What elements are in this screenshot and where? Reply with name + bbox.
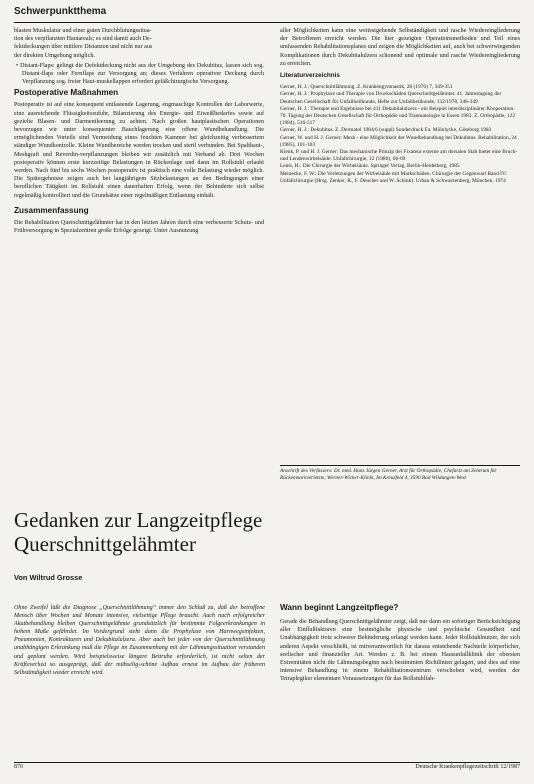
affiliation-rule [280, 465, 520, 466]
reference-list [280, 84, 520, 185]
reference-item: Gerner, H. J.: Dekubitus. Z. Dermatol 1984/6 (suppl) Sonderdruck Fa. Mölnlycke, Göteborg 1983 [280, 127, 492, 134]
left-column [14, 27, 264, 487]
reference-item: Klenk, P. und H. J. Gerner: Das mechanische Prinzip der Fixateur externe am dorsalen Stab bietet eine Bruch- und Lendenwirbelsäule. Unfallchirurgie, 12 (1986), 66-69 [280, 149, 518, 163]
article-title [14, 508, 520, 556]
title-line: Querschnittgelähmter [14, 532, 196, 556]
right-column [280, 27, 520, 487]
intro-line: fektdeckungen über mittlere Distanzen und nicht nur aus [14, 44, 153, 51]
intro-line: tion des verpflanzten Hautareals; es sind damit auch De- [14, 36, 152, 43]
section-header: Schwerpunktthema [14, 6, 107, 17]
article-subheading: Wann beginnt Langzeitpflege? [280, 603, 399, 612]
intro-line: blasten Muskulatur und einer guten Durchblutungssitua- [14, 28, 152, 34]
heading-references: Literaturverzeichnis [280, 72, 340, 80]
intro-line: der direkten Umgebung möglich. [14, 52, 95, 59]
bullet-icon: • [16, 62, 21, 69]
reference-item: Gerner, H. J.: Therapie und Ergebnisse bei 411 Dekubitalulzera - ein Beispiel interdisziplinärer Kooperation. 70. Tagung der Deutschen Gesellschaft für Orthopädie und Traumatologie in Essen 1983. Z. Orthopädie, 122 (1984), 516-517 [280, 105, 516, 127]
bullet-distant-flaps: • Distant-Flaps: gelingt die Defektdeckung nicht aus der Umgebung des Dekubitus, lassen sich sog. Distant-flaps oder Fernflaps zur Versorgung an; dieses Verfahren operativer Deckung durch Verpflanzung sog. freier Haut-muskellappen erfordert gefäßchirurgische Versorgung. [16, 62, 264, 86]
article-abstract: Ohne Zweifel läßt die Diagnose „Querschnittlähmung“ immer den Schluß zu, daß der betroffene Mensch über Wochen und Monate intensive, vielseitige Pflege braucht. Auch nach erfolgreicher Akutbehandlung bleiben Querschnittgelähmte grundsätzlich für bestimmte Folgeerkrankungen in hohem Maße gefährdet. Im Vordergrund steht dann die Prophylaxe von Harnwegsinfekten, Pneumonien, Kontrakturen und Dekubitalulzera. Aber auch bei jeder von der Querschnittlähmung unabhängigen Erkrankung muß die Pflege im Zusammenhang mit der Lähmungssituation verstanden und geplant werden. Wird beispielsweise längere Bettruhe erforderlich, ist nicht selten der Kräfteverlust so ausgeprägt, daß der mühselig-schöne Aufbau erneut im Aufbau der früheren Selbständigkeit wieder erreicht wird. [14, 605, 265, 676]
page-number: 870 [14, 764, 23, 770]
continuation-paragraph: aller Möglichkeiten kann eine weitestgehende Selbständigkeit und rasche Wiedereingliederung der Betroffenen erreicht werden. Die hier gezeigten Operationsmethoden und Teil eines umfassenden Rehabilitationsplanes und zeigen die Möglichkeiten auf, auch bei schwerwiegenden Komplikationen durch Dekubitalulzera schonend und optimale und rasche Wiedereingliederung zu erreichen. [280, 28, 520, 67]
reference-item: Gerner, H. J.: Querschnittlähmung. Z. Krankengymnastik, 28 (1976) 7, 349-351 [280, 84, 453, 91]
heading-summary: Zusammenfassung [14, 205, 89, 215]
page-footer [14, 762, 520, 774]
journal-reference: Deutsche Krankenpflegezeitschrift 12/1987 [415, 764, 520, 770]
intro-paragraph [14, 27, 264, 60]
reference-item: Meinecke, F. W.: Die Verletzungen der Wirbelsäule mit Markschäden. Chirurgie der Gegenwart Band IV: Unfallchirurgie (Hrsg. Zenker, R., F. Deucher und W. Schink). Urban & Schwarzenberg, München, 1974 [280, 170, 507, 184]
postop-paragraph: Postoperativ ist auf eine konsequent entlastende Lagerung, engmaschige Kontrollen der Laborwerte, eine ausreichende Flüssigkeitszufuhr, Bilanzierung des Energie- und Eiweißbedarfes sowie auf gezielte Blasen- und Darmentleerung zu achten. Nach großen hautplastischen Operationen bevorzugen wir unter konsequenter Bauchlagerung eine offene Wundbehandlung. Die ermöglichenden Vorteile sind Vermeidung eines feuchten Kammer bei gleichzeitig verbessertem ständiger Wundkontrolle. Kleine Wundbereiche werden trocken und steril verbunden. Bei Spalthaut-, Meshgraft und Reverdin-verpflanzungen bleiben wir zusätzlich mit Verband ab. Drei Wochen postoperativ können erste kurzzeitige Belastungen in Rückenlage und dann im Rollstuhl erlaubt werden. Nach fünf bis sechs Wochen postoperativ ist praktisch eine volle Belastung wieder möglich. Die Spätergebnisse zeigen auch bei langjährigem Sitzbelastungen an den Bedingungen einer beruflichen Tätigkeit im Rollstuhl einen dauerhaften Erfolg, wenn der Behinderte sich selbst regelmäßig kontrolliert und die Grundsätze einer regelmäßigen Entlastung einhält. [14, 102, 264, 199]
reference-item: Gerner, W. und H. J. Gerner: Mesh - eine Möglichkeit der Wundbehandlung bei Dekubitus. Rehabilitation, 24 (1985), 101-103 [280, 134, 517, 148]
heading-postop: Postoperative Maßnahmen [14, 88, 119, 98]
title-line: Gedanken zur Langzeitpflege [14, 508, 263, 532]
summary-paragraph: Die Rehabilitation Querschnittgelähmter hat in den letzten Jahren durch eine verbesserte Schutz- und Frühversorgung in Spezialzentren große Erfolge gezeigt. Unter Ausnutzung [14, 219, 264, 235]
author-affiliation: Anschrift des Verfassers: Dr. med. Hans Jürgen Gerner, Arzt für Orthopädie, Chefarzt am Zentrum für Rückenmarkverletzte, Werner-Wicker-Klinik, Im Kreuzfeld 4, 3590 Bad Wildungen-West [280, 468, 497, 481]
reference-item: Gerner, H. J.: Prophylaxe und Therapie von Druckschäden Querschnittgelähmter. 41. Jahrestagung der Deutschen Gesellschaft für Unfallheilkunde, Hefte zur Unfallheilkunde, 132/1978, 346-349 [280, 91, 502, 105]
article-body: Gerade die Behandlung Querschnittgelähmter zeigt, daß nur dann ein sofortiger Berücksichtigung aller Einflußfaktoren eine bestmögliche physische und psychische Gesundheit und Unabhängigkeit trotz schwerer Behinderung erlangt werden kann. Jeder Rollstuhlnutzer, der sich anderen Aspekt verschließt, ist mitverantwortlich für daraus entstehende Nachteile körperlicher, seelischer und finanzieller Art. Werden z. B. bei einem Hausunfallklinik der obersten Extremitäten nicht die Lähmungsbeginn nach bestimmten Richtlinien gelagert, und dies auf eine intensive Behandlung in einem Rehabilitationszentrum verschoben wird, werden der Tetraplegiker elementare Voraussetzungen für das Rollstuhlfah- [280, 619, 520, 683]
article-author: Von Wiltrud Grosse [14, 573, 83, 582]
reference-item: Leuts, H.: Die Chirurgie der Wirbelsäule. Springer Verlag, Berlin-Heidelberg, 1985 [280, 163, 460, 170]
header-rule [14, 22, 520, 23]
